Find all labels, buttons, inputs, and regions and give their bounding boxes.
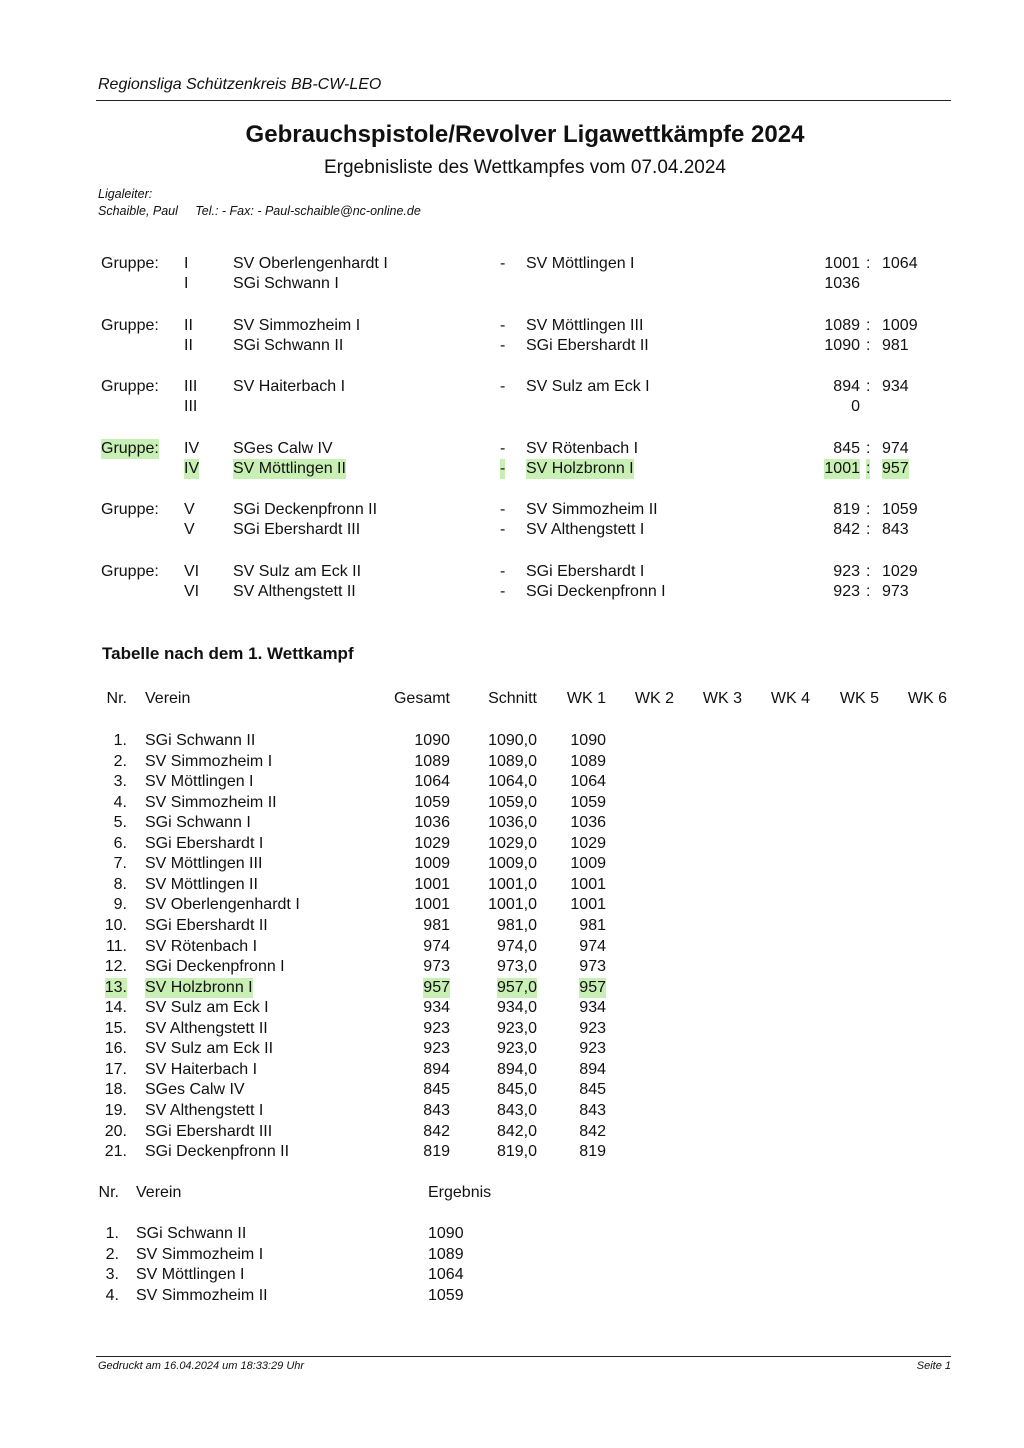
- standings-wk1: 1036: [570, 814, 606, 832]
- header-divider: [96, 100, 951, 101]
- standings-total: 842: [423, 1122, 450, 1140]
- match-group-number: IV: [184, 440, 200, 457]
- standings-total: 1059: [414, 793, 450, 811]
- standings-header-schnitt: Schnitt: [488, 690, 537, 707]
- match-row: [0, 459, 1024, 479]
- standings-club: SGi Deckenpfronn II: [145, 1143, 290, 1160]
- league-name: Regionsliga Schützenkreis BB-CW-LEO: [98, 76, 382, 93]
- page-subtitle: Ergebnisliste des Wettkampfes vom 07.04.2024: [323, 157, 727, 178]
- match-group-label: Gruppe:: [101, 378, 159, 395]
- table-row: [0, 752, 1024, 772]
- match-row: [0, 254, 1024, 274]
- match-home-team: SV Simmozheim I: [233, 317, 361, 334]
- standings-rank: 10.: [104, 917, 127, 934]
- table-row: [0, 1039, 1024, 1059]
- standings-club: SV Haiterbach I: [145, 1060, 258, 1078]
- standings-total: 1036: [414, 814, 450, 832]
- match-group-number: III: [184, 378, 198, 395]
- table-row: [0, 875, 1024, 895]
- standings-total: 974: [423, 937, 450, 955]
- standings-rank: 6.: [113, 834, 127, 852]
- results-header-ergebnis: Ergebnis: [428, 1184, 492, 1201]
- standings-rank: 2.: [113, 752, 127, 770]
- match-home-team: SV Althengstett II: [233, 583, 356, 600]
- match-home-score: 845: [833, 440, 860, 457]
- standings-wk1: 842: [579, 1122, 606, 1140]
- standings-wk1: 981: [579, 917, 606, 934]
- match-score-colon: :: [866, 337, 871, 354]
- match-home-score: 923: [833, 563, 860, 580]
- table-row: [0, 834, 1024, 854]
- standings-header-wk5: WK 5: [839, 690, 879, 707]
- standings-rank: 11.: [105, 937, 127, 955]
- standings-club: SV Simmozheim II: [145, 793, 277, 811]
- standings-average: 1036,0: [488, 814, 537, 832]
- match-home-score: 0: [851, 398, 860, 415]
- list-item: [0, 1265, 1024, 1285]
- match-score-colon: :: [866, 255, 871, 272]
- match-home-team: SV Möttlingen II: [233, 460, 346, 477]
- match-home-team: SV Oberlengenhardt I: [233, 255, 388, 272]
- standings-rank: 18.: [104, 1081, 127, 1099]
- results-header-row: [0, 1183, 1024, 1203]
- standings-club: SV Holzbronn I: [145, 978, 253, 996]
- standings-average: 1090,0: [488, 732, 537, 749]
- standings-average: 1064,0: [488, 773, 537, 791]
- result-rank: 1.: [105, 1225, 119, 1242]
- standings-total: 934: [423, 999, 450, 1017]
- standings-total: 1089: [414, 752, 450, 770]
- match-home-score: 1001: [824, 255, 860, 272]
- match-home-team: SGi Schwann II: [233, 337, 344, 354]
- table-row: [0, 1019, 1024, 1039]
- standings-average: 1009,0: [488, 855, 537, 873]
- standings-total: 843: [423, 1101, 450, 1119]
- standings-club: SGi Ebershardt III: [145, 1122, 273, 1140]
- standings-header-wk2: WK 2: [634, 690, 674, 707]
- match-separator: -: [500, 255, 506, 272]
- table-row: [0, 957, 1024, 977]
- standings-total: 819: [423, 1143, 450, 1160]
- result-rank: 2.: [105, 1245, 119, 1263]
- match-row: [0, 439, 1024, 459]
- standings-title: Tabelle nach dem 1. Wettkampf: [102, 644, 354, 663]
- match-home-score: 923: [833, 583, 860, 600]
- table-row: [0, 772, 1024, 792]
- standings-club: SGi Ebershardt II: [145, 917, 268, 934]
- standings-rank: 20.: [104, 1122, 127, 1140]
- standings-wk1: 973: [579, 958, 606, 975]
- standings-header-row: [0, 689, 1024, 709]
- standings-total: 957: [423, 978, 450, 996]
- result-club: SV Simmozheim II: [136, 1286, 268, 1304]
- list-item: [0, 1245, 1024, 1265]
- standings-club: SV Oberlengenhardt I: [145, 896, 300, 914]
- standings-wk1: 1090: [570, 732, 606, 749]
- page-title: Gebrauchspistole/Revolver Ligawettkämpfe 2024: [245, 121, 805, 148]
- table-row: [0, 793, 1024, 813]
- match-score-colon: :: [866, 501, 871, 518]
- table-row: [0, 854, 1024, 874]
- match-away-team: SV Sulz am Eck I: [526, 378, 650, 395]
- standings-header-wk6: WK 6: [907, 690, 947, 707]
- standings-average: 1001,0: [488, 896, 537, 914]
- standings-average: 923,0: [496, 1019, 537, 1037]
- match-score-colon: :: [866, 521, 871, 538]
- standings-average: 1001,0: [488, 875, 537, 893]
- match-row: [0, 274, 1024, 294]
- standings-rank: 19.: [104, 1101, 127, 1119]
- match-home-score: 842: [833, 521, 860, 538]
- standings-wk1: 934: [579, 999, 606, 1017]
- table-row: [0, 978, 1024, 998]
- standings-rank: 14.: [104, 999, 127, 1017]
- standings-rank: 13.: [104, 978, 127, 996]
- standings-rank: 9.: [113, 896, 127, 914]
- match-away-score: 973: [882, 583, 909, 600]
- table-row: [0, 937, 1024, 957]
- standings-club: SV Althengstett II: [145, 1019, 268, 1037]
- standings-wk1: 957: [579, 978, 606, 996]
- match-home-score: 1090: [824, 337, 860, 354]
- standings-wk1: 894: [579, 1060, 606, 1078]
- match-group-number: V: [184, 521, 195, 538]
- match-home-team: SV Haiterbach I: [233, 378, 346, 395]
- standings-rank: 12.: [104, 958, 127, 975]
- list-item: [0, 1286, 1024, 1306]
- footer-divider: [96, 1356, 951, 1357]
- results-header-verein: Verein: [136, 1184, 182, 1201]
- standings-average: 845,0: [496, 1081, 537, 1099]
- standings-average: 1029,0: [488, 834, 537, 852]
- standings-club: SGi Schwann I: [145, 814, 251, 832]
- standings-total: 1064: [414, 773, 450, 791]
- table-row: [0, 895, 1024, 915]
- standings-average: 819,0: [496, 1143, 537, 1160]
- match-group-label: Gruppe:: [101, 563, 159, 580]
- match-away-team: SV Althengstett I: [526, 521, 645, 538]
- list-item: [0, 1224, 1024, 1244]
- match-group-number: VI: [184, 563, 200, 580]
- match-away-team: SV Möttlingen I: [526, 255, 635, 272]
- standings-club: SGi Schwann II: [145, 732, 256, 749]
- standings-club: SV Möttlingen III: [145, 855, 263, 873]
- standings-total: 1009: [414, 855, 450, 873]
- standings-club: SV Rötenbach I: [145, 937, 258, 955]
- standings-wk1: 843: [579, 1101, 606, 1119]
- match-score-colon: :: [866, 378, 871, 395]
- match-away-team: SGi Ebershardt I: [526, 563, 645, 580]
- result-score: 1089: [428, 1245, 464, 1263]
- table-row: [0, 1122, 1024, 1142]
- standings-header-wk4: WK 4: [770, 690, 810, 707]
- match-away-score: 1064: [882, 255, 918, 272]
- match-row: [0, 336, 1024, 356]
- results-header-nr: Nr.: [98, 1184, 119, 1201]
- match-group-label: Gruppe:: [101, 440, 159, 457]
- standings-wk1: 923: [579, 1019, 606, 1037]
- match-away-team: SGi Deckenpfronn I: [526, 583, 666, 600]
- standings-header-nr: Nr.: [106, 690, 127, 707]
- match-home-team: SV Sulz am Eck II: [233, 563, 362, 580]
- standings-average: 842,0: [496, 1122, 537, 1140]
- match-row: [0, 397, 1024, 417]
- match-separator: -: [500, 563, 506, 580]
- standings-total: 981: [423, 917, 450, 934]
- match-away-team: SV Simmozheim II: [526, 501, 658, 518]
- match-separator: -: [500, 501, 506, 518]
- table-row: [0, 1101, 1024, 1121]
- standings-average: 973,0: [496, 958, 537, 975]
- result-rank: 3.: [105, 1266, 119, 1283]
- standings-total: 923: [423, 1019, 450, 1037]
- standings-rank: 5.: [113, 814, 127, 832]
- standings-total: 894: [423, 1060, 450, 1078]
- standings-total: 1001: [414, 875, 450, 893]
- result-score: 1090: [428, 1225, 464, 1242]
- match-separator: -: [500, 521, 506, 538]
- match-home-team: SGes Calw IV: [233, 440, 333, 457]
- match-group-number: I: [184, 255, 189, 272]
- match-row: [0, 582, 1024, 602]
- standings-rank: 1.: [113, 732, 127, 749]
- league-leader-contact: Schaible, Paul Tel.: - Fax: - Paul-schaible@nc-online.de: [98, 204, 421, 218]
- match-separator: -: [500, 440, 506, 457]
- match-row: [0, 316, 1024, 336]
- standings-header-wk3: WK 3: [702, 690, 742, 707]
- match-home-score: 819: [833, 501, 860, 518]
- standings-club: SGi Deckenpfronn I: [145, 958, 285, 975]
- standings-total: 845: [423, 1081, 450, 1099]
- standings-club: SV Sulz am Eck I: [145, 999, 269, 1017]
- standings-total: 923: [423, 1040, 450, 1058]
- standings-rank: 17.: [104, 1060, 127, 1078]
- standings-average: 974,0: [496, 937, 537, 955]
- match-row: [0, 520, 1024, 540]
- match-group-number: IV: [184, 460, 200, 477]
- match-score-colon: :: [866, 583, 871, 600]
- standings-club: SV Möttlingen I: [145, 773, 254, 791]
- match-away-team: SV Rötenbach I: [526, 440, 639, 457]
- match-separator: -: [500, 337, 506, 354]
- match-group-number: II: [184, 317, 193, 334]
- standings-average: 981,0: [496, 917, 537, 934]
- match-score-colon: :: [866, 317, 871, 334]
- match-score-colon: :: [866, 460, 871, 477]
- table-row: [0, 731, 1024, 751]
- match-group-label: Gruppe:: [101, 501, 159, 518]
- match-group-number: VI: [184, 583, 200, 600]
- match-group-label: Gruppe:: [101, 255, 159, 272]
- match-group-number: II: [184, 337, 193, 354]
- standings-wk1: 845: [579, 1081, 606, 1099]
- match-row: [0, 500, 1024, 520]
- table-row: [0, 1142, 1024, 1162]
- match-away-team: SGi Ebershardt II: [526, 337, 649, 354]
- result-rank: 4.: [105, 1286, 119, 1304]
- result-club: SV Möttlingen I: [136, 1266, 245, 1283]
- match-group-number: I: [184, 275, 189, 292]
- standings-average: 1059,0: [488, 793, 537, 811]
- standings-rank: 8.: [113, 875, 127, 893]
- standings-wk1: 1059: [570, 793, 606, 811]
- match-score-colon: :: [866, 440, 871, 457]
- match-away-score: 934: [882, 378, 909, 395]
- match-away-score: 957: [882, 460, 909, 477]
- standings-header-gesamt: Gesamt: [393, 690, 450, 707]
- table-row: [0, 1080, 1024, 1100]
- standings-average: 1089,0: [488, 752, 537, 770]
- standings-average: 934,0: [496, 999, 537, 1017]
- standings-wk1: 1009: [570, 855, 606, 873]
- standings-total: 1001: [414, 896, 450, 914]
- table-row: [0, 813, 1024, 833]
- match-score-colon: :: [866, 563, 871, 580]
- standings-wk1: 974: [579, 937, 606, 955]
- standings-total: 973: [423, 958, 450, 975]
- match-away-score: 981: [882, 337, 909, 354]
- match-away-score: 974: [882, 440, 909, 457]
- table-row: [0, 916, 1024, 936]
- match-home-team: SGi Deckenpfronn II: [233, 501, 378, 518]
- standings-header-wk1: WK 1: [566, 690, 606, 707]
- standings-club: SV Althengstett I: [145, 1101, 264, 1119]
- standings-wk1: 1089: [570, 752, 606, 770]
- match-home-score: 1036: [824, 275, 860, 292]
- match-separator: -: [500, 317, 506, 334]
- match-home-score: 894: [833, 378, 860, 395]
- standings-wk1: 1001: [570, 875, 606, 893]
- match-away-team: SV Möttlingen III: [526, 317, 644, 334]
- match-home-team: SGi Schwann I: [233, 275, 339, 292]
- match-away-score: 1029: [882, 563, 918, 580]
- match-away-score: 1009: [882, 317, 918, 334]
- standings-average: 843,0: [496, 1101, 537, 1119]
- match-group-number: III: [184, 398, 198, 415]
- standings-rank: 15.: [104, 1019, 127, 1037]
- result-club: SV Simmozheim I: [136, 1245, 264, 1263]
- match-row: [0, 562, 1024, 582]
- result-score: 1064: [428, 1266, 464, 1283]
- match-away-score: 843: [882, 521, 909, 538]
- standings-average: 894,0: [496, 1060, 537, 1078]
- match-away-score: 1059: [882, 501, 918, 518]
- table-row: [0, 1060, 1024, 1080]
- standings-total: 1029: [414, 834, 450, 852]
- standings-average: 923,0: [496, 1040, 537, 1058]
- standings-rank: 21.: [104, 1143, 127, 1160]
- standings-club: SV Sulz am Eck II: [145, 1040, 274, 1058]
- standings-rank: 4.: [113, 793, 127, 811]
- standings-wk1: 1064: [570, 773, 606, 791]
- standings-club: SV Möttlingen II: [145, 875, 258, 893]
- standings-wk1: 923: [579, 1040, 606, 1058]
- standings-total: 1090: [414, 732, 450, 749]
- match-separator: -: [500, 378, 506, 395]
- standings-average: 957,0: [496, 978, 537, 996]
- table-row: [0, 998, 1024, 1018]
- match-home-score: 1089: [824, 317, 860, 334]
- standings-wk1: 1029: [570, 834, 606, 852]
- match-separator: -: [500, 460, 506, 477]
- standings-club: SGi Ebershardt I: [145, 834, 264, 852]
- print-timestamp: Gedruckt am 16.04.2024 um 18:33:29 Uhr: [98, 1360, 305, 1372]
- standings-header-verein: Verein: [145, 690, 191, 707]
- standings-rank: 7.: [113, 855, 127, 873]
- match-home-score: 1001: [824, 460, 860, 477]
- page-number: Seite 1: [916, 1360, 951, 1372]
- result-club: SGi Schwann II: [136, 1225, 247, 1242]
- standings-rank: 16.: [104, 1040, 127, 1058]
- league-leader-label: Ligaleiter:: [98, 187, 153, 201]
- match-group-label: Gruppe:: [101, 317, 159, 334]
- match-home-team: SGi Ebershardt III: [233, 521, 361, 538]
- standings-wk1: 1001: [570, 896, 606, 914]
- standings-club: SGes Calw IV: [145, 1081, 245, 1099]
- match-group-number: V: [184, 501, 195, 518]
- match-row: [0, 377, 1024, 397]
- standings-rank: 3.: [113, 773, 127, 791]
- standings-club: SV Simmozheim I: [145, 752, 273, 770]
- standings-wk1: 819: [579, 1143, 606, 1160]
- match-separator: -: [500, 583, 506, 600]
- match-away-team: SV Holzbronn I: [526, 460, 634, 477]
- result-score: 1059: [428, 1286, 464, 1304]
